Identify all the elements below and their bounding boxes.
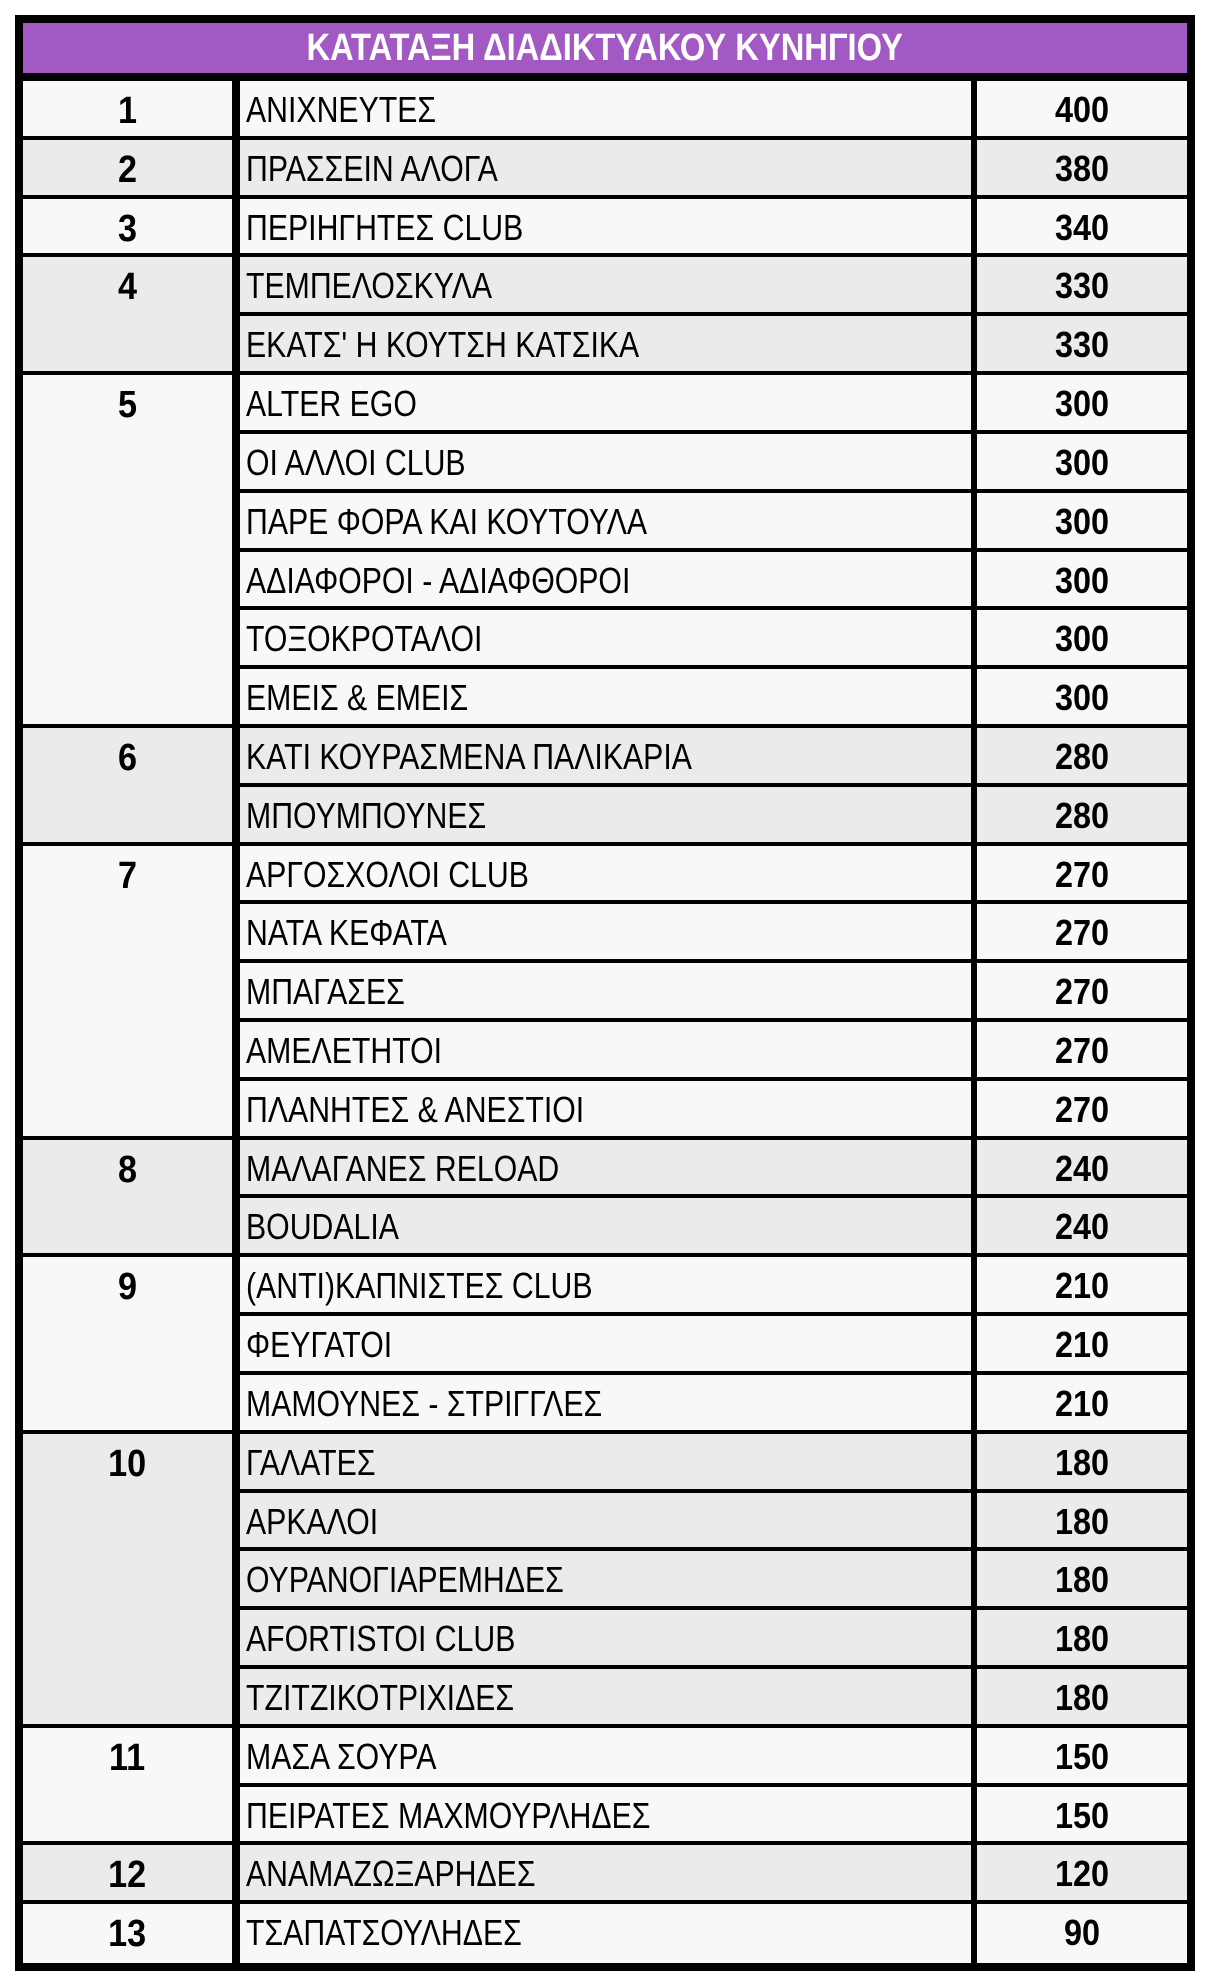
team-name-cell	[240, 1669, 971, 1724]
score-cell	[977, 434, 1187, 489]
team-score: 330	[1054, 324, 1110, 365]
team-score: 300	[1054, 501, 1110, 542]
team-score: 180	[1054, 1501, 1110, 1542]
team-name-cell	[240, 1728, 971, 1783]
rank-cell	[23, 1434, 232, 1724]
rank-number: 6	[117, 737, 138, 779]
team-name-cell	[240, 963, 971, 1018]
team-name: ΑΔΙΑΦΟΡΟΙ - ΑΔΙΑΦΘΟΡΟΙ	[246, 560, 631, 601]
team-name-cell	[240, 1551, 971, 1606]
team-name: ΓΑΛΑΤΕΣ	[246, 1442, 376, 1483]
team-name: ΑΡΚΑΛΟΙ	[246, 1501, 379, 1542]
team-name: ΜΑΛΑΓΑΝΕΣ RELOAD	[246, 1148, 560, 1189]
score-cell	[977, 1610, 1187, 1665]
rank-number: 3	[117, 208, 138, 250]
team-name-cell	[240, 1787, 971, 1841]
rank-number: 4	[117, 266, 138, 308]
team-name: ΜΑΜΟΥΝΕΣ - ΣΤΡΙΓΓΛΕΣ	[246, 1383, 603, 1424]
team-score: 210	[1054, 1383, 1110, 1424]
score-cell	[977, 316, 1187, 371]
team-name: ΠΑΡΕ ΦΟΡΑ ΚΑΙ ΚΟΥΤΟΥΛΑ	[246, 501, 648, 542]
rank-number: 9	[117, 1266, 138, 1308]
table-title: ΚΑΤΑΤΑΞΗ ΔΙΑΔΙΚΤΥΑΚΟΥ ΚΥΝΗΓΙΟΥ	[306, 27, 904, 69]
team-score: 270	[1054, 912, 1110, 953]
team-name: ΜΠΟΥΜΠΟΥΝΕΣ	[246, 795, 487, 836]
score-cell	[977, 787, 1187, 842]
team-name-cell	[240, 1198, 971, 1253]
team-name-cell	[240, 1904, 971, 1963]
team-name: ΠΡΑΣΣΕΙΝ ΑΛΟΓΑ	[246, 148, 498, 189]
team-score: 280	[1054, 736, 1110, 777]
team-name: ΜΑΣΑ ΣΟΥΡΑ	[246, 1736, 437, 1777]
team-score: 270	[1054, 1030, 1110, 1071]
score-cell	[977, 846, 1187, 900]
team-name: ΑΝΙΧΝΕΥΤΕΣ	[246, 89, 437, 130]
rank-cell	[23, 1257, 232, 1430]
score-cell	[977, 1316, 1187, 1371]
team-name-cell	[240, 493, 971, 548]
score-cell	[977, 1434, 1187, 1489]
team-name-cell	[240, 1493, 971, 1547]
score-cell	[977, 1022, 1187, 1077]
team-name-cell	[240, 904, 971, 959]
team-score: 240	[1054, 1148, 1110, 1189]
team-name: ΠΕΡΙΗΓΗΤΕΣ CLUB	[246, 207, 524, 248]
score-cell	[977, 257, 1187, 312]
score-cell	[977, 963, 1187, 1018]
score-cell	[977, 1493, 1187, 1547]
team-score: 90	[1063, 1912, 1101, 1953]
team-score: 300	[1054, 560, 1110, 601]
team-score: 330	[1054, 265, 1110, 306]
team-name: ΚΑΤΙ ΚΟΥΡΑΣΜΕΝΑ ΠΑΛΙΚΑΡΙΑ	[246, 736, 692, 777]
rank-number: 7	[117, 855, 138, 897]
rank-number: 5	[117, 384, 138, 426]
team-score: 270	[1054, 1089, 1110, 1130]
rank-cell	[23, 375, 232, 724]
score-cell	[977, 1198, 1187, 1253]
rank-number: 10	[108, 1443, 147, 1485]
rank-cell	[23, 1140, 232, 1253]
rank-cell	[23, 199, 232, 253]
team-name: ΑΡΓΟΣΧΟΛΟΙ CLUB	[246, 854, 529, 895]
team-score: 300	[1054, 677, 1110, 718]
team-name: ΑΜΕΛΕΤΗΤΟΙ	[246, 1030, 443, 1071]
score-cell	[977, 493, 1187, 548]
team-score: 270	[1054, 971, 1110, 1012]
score-cell	[977, 1257, 1187, 1312]
team-name: ΟΥΡΑΝΟΓΙΑΡΕΜΗΔΕΣ	[246, 1559, 564, 1600]
team-name-cell	[240, 1610, 971, 1665]
team-score: 150	[1054, 1736, 1110, 1777]
team-score: 270	[1054, 854, 1110, 895]
rank-cell	[23, 1728, 232, 1841]
rank-number: 1	[117, 90, 138, 132]
rank-cell	[23, 257, 232, 371]
team-score: 210	[1054, 1324, 1110, 1365]
team-name: ΟΙ ΑΛΛΟΙ CLUB	[246, 442, 466, 483]
team-name-cell	[240, 1845, 971, 1900]
team-score: 180	[1054, 1442, 1110, 1483]
team-name-cell	[240, 787, 971, 842]
team-score: 150	[1054, 1795, 1110, 1836]
team-score: 240	[1054, 1206, 1110, 1247]
team-name: AFORTISTOI CLUB	[246, 1618, 516, 1659]
team-name: ΤΟΞΟΚΡΟΤΑΛΟΙ	[246, 618, 483, 659]
team-name-cell	[240, 669, 971, 724]
rank-cell	[23, 728, 232, 842]
score-cell	[977, 1728, 1187, 1783]
team-name-cell	[240, 1434, 971, 1489]
team-name-cell	[240, 81, 971, 136]
score-cell	[977, 1140, 1187, 1194]
team-score: 180	[1054, 1677, 1110, 1718]
team-name-cell	[240, 140, 971, 195]
score-cell	[977, 904, 1187, 959]
team-name: ΦΕΥΓΑΤΟΙ	[246, 1324, 393, 1365]
team-name-cell	[240, 257, 971, 312]
team-name: BOUDALIA	[246, 1206, 399, 1247]
team-name: ΠΕΙΡΑΤΕΣ ΜΑΧΜΟΥΡΛΗΔΕΣ	[246, 1795, 651, 1836]
score-cell	[977, 1081, 1187, 1136]
rank-number: 11	[109, 1737, 146, 1779]
team-name: (ΑΝΤΙ)ΚΑΠΝΙΣΤΕΣ CLUB	[246, 1265, 593, 1306]
team-name-cell	[240, 1257, 971, 1312]
team-score: 120	[1054, 1853, 1110, 1894]
team-score: 340	[1054, 207, 1110, 248]
team-name: ΜΠΑΓΑΣΕΣ	[246, 971, 405, 1012]
rank-cell	[23, 81, 232, 136]
rank-cell	[23, 1904, 232, 1963]
team-name-cell	[240, 1081, 971, 1136]
rank-number: 8	[117, 1149, 138, 1191]
team-name: ΤΣΑΠΑΤΣΟΥΛΗΔΕΣ	[246, 1912, 522, 1953]
score-cell	[977, 1787, 1187, 1841]
team-name-cell	[240, 552, 971, 606]
team-name-cell	[240, 728, 971, 783]
rank-number: 13	[108, 1913, 147, 1955]
score-cell	[977, 81, 1187, 136]
team-name-cell	[240, 846, 971, 900]
rank-cell	[23, 140, 232, 195]
team-name: ΕΚΑΤΣ' Η ΚΟΥΤΣΗ ΚΑΤΣΙΚΑ	[246, 324, 640, 365]
score-cell	[977, 669, 1187, 724]
score-cell	[977, 1375, 1187, 1430]
team-name-cell	[240, 199, 971, 253]
title-bar	[23, 23, 1187, 73]
team-name: ΠΛΑΝΗΤΕΣ & ΑΝΕΣΤΙΟΙ	[246, 1089, 585, 1130]
team-name-cell	[240, 316, 971, 371]
team-score: 280	[1054, 795, 1110, 836]
team-name-cell	[240, 434, 971, 489]
team-name-cell	[240, 610, 971, 665]
team-name: ΤΖΙΤΖΙΚΟΤΡΙΧΙΔΕΣ	[246, 1677, 515, 1718]
score-cell	[977, 1551, 1187, 1606]
team-name: ΕΜΕΙΣ & ΕΜΕΙΣ	[246, 677, 469, 718]
team-score: 210	[1054, 1265, 1110, 1306]
team-name-cell	[240, 1375, 971, 1430]
team-name-cell	[240, 375, 971, 430]
team-score: 400	[1054, 89, 1110, 130]
rank-number: 2	[117, 149, 138, 191]
team-score: 300	[1054, 618, 1110, 659]
score-cell	[977, 1845, 1187, 1900]
score-cell	[977, 199, 1187, 253]
team-score: 180	[1054, 1559, 1110, 1600]
score-cell	[977, 610, 1187, 665]
team-score: 180	[1054, 1618, 1110, 1659]
team-name: ΤΕΜΠΕΛΟΣΚΥΛΑ	[246, 265, 493, 306]
rank-number: 12	[108, 1854, 147, 1896]
team-score: 300	[1054, 383, 1110, 424]
rank-cell	[23, 1845, 232, 1900]
score-cell	[977, 728, 1187, 783]
team-score: 300	[1054, 442, 1110, 483]
score-cell	[977, 1904, 1187, 1963]
score-cell	[977, 1669, 1187, 1724]
team-name: ΝΑΤΑ ΚΕΦΑΤΑ	[246, 912, 447, 953]
team-name-cell	[240, 1140, 971, 1194]
team-name: ALTER EGO	[246, 383, 417, 424]
score-cell	[977, 375, 1187, 430]
score-cell	[977, 140, 1187, 195]
rank-cell	[23, 846, 232, 1136]
team-name: ΑΝΑΜΑΖΩΞΑΡΗΔΕΣ	[246, 1853, 536, 1894]
score-cell	[977, 552, 1187, 606]
team-name-cell	[240, 1316, 971, 1371]
team-name-cell	[240, 1022, 971, 1077]
team-score: 380	[1054, 148, 1110, 189]
